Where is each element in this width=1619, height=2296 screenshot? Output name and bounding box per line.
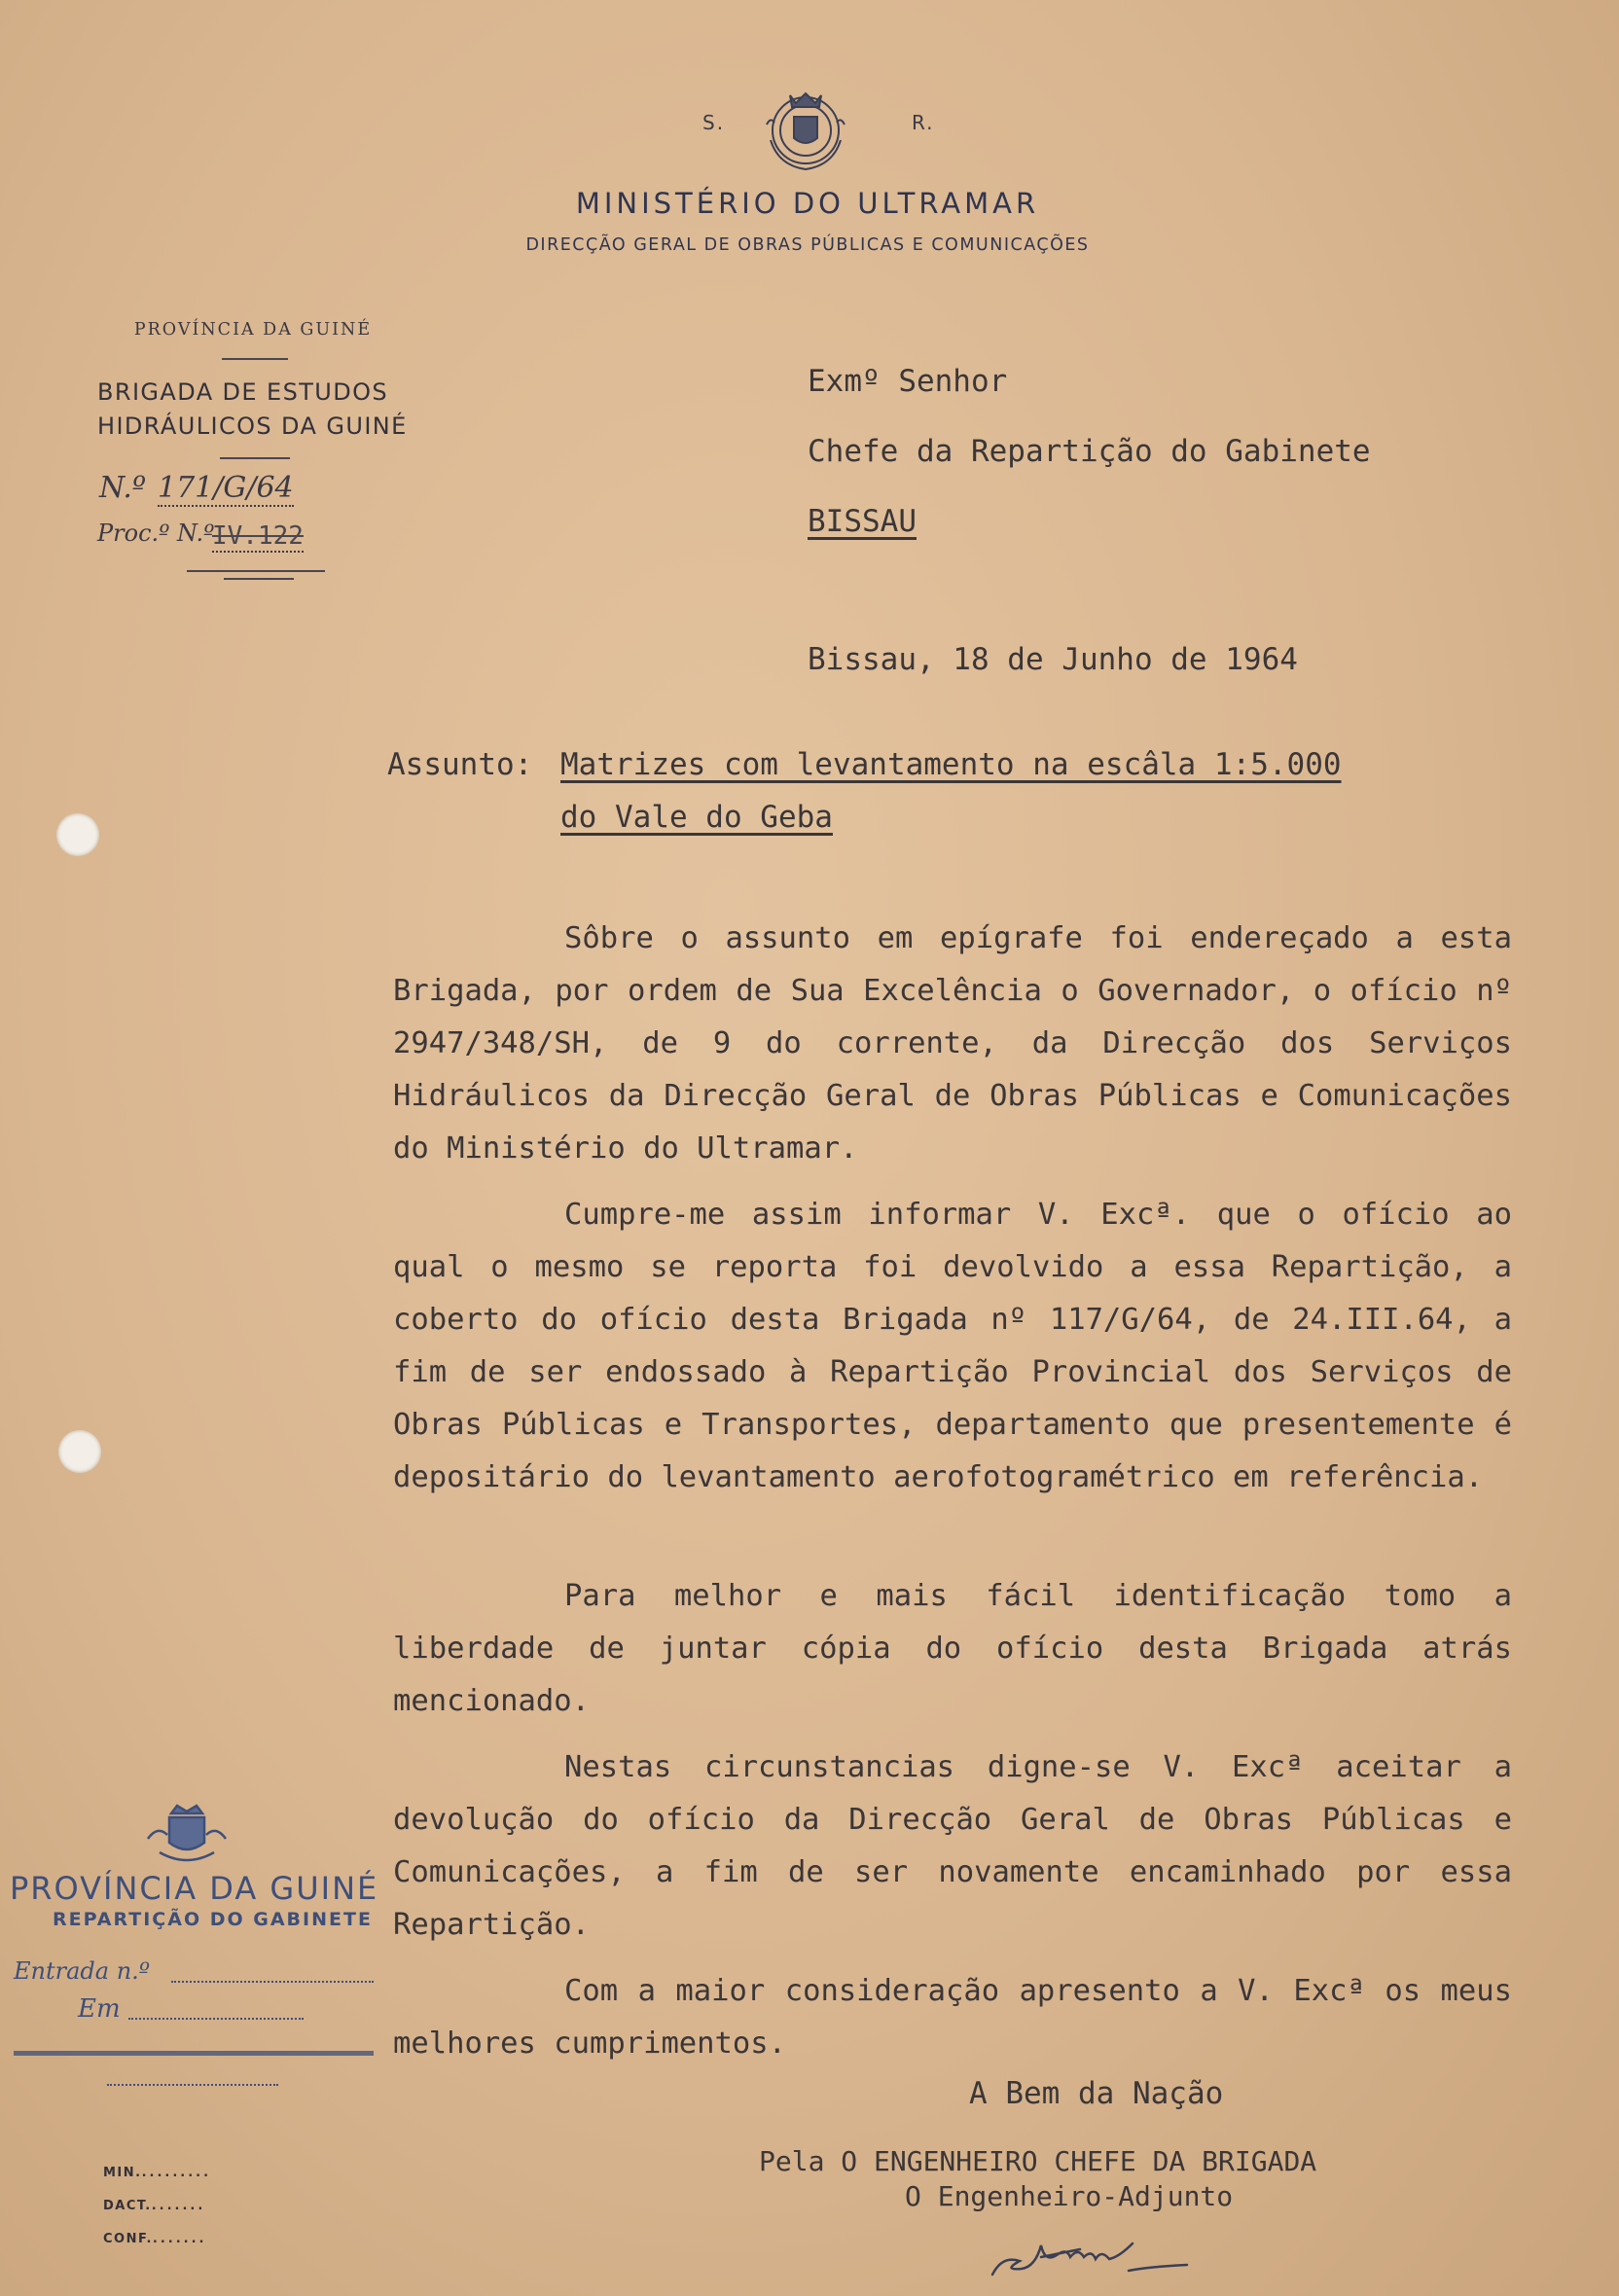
sr-left-label: S. [702, 111, 726, 134]
body-paragraph-4: Nestas circunstancias digne-se V. Excª aceitar a devolução do ofício da Direcção Geral de Obras Públicas e Comunicações, a fim de ser novamente encaminhado por essa Repartição. [393, 1750, 1512, 1942]
subject-label: Assunto: [387, 747, 533, 782]
stamp-dotted-rule [107, 2082, 278, 2086]
signature-line-1: Pela O ENGENHEIRO CHEFE DA BRIGADA [759, 2145, 1317, 2177]
footer-dact-label: DACT........ [103, 2199, 206, 2213]
divider [224, 578, 294, 580]
stamp-coat-of-arms-icon [142, 1800, 232, 1868]
closing-phrase: A Bem da Nação [969, 2076, 1224, 2111]
ref-number: 171/G/64 [158, 471, 294, 505]
stamp-province: PROVÍNCIA DA GUINÉ [10, 1870, 379, 1907]
proc-number-label: Proc.º N.º [97, 520, 215, 547]
addressee-salutation: Exmº Senhor [808, 364, 1008, 399]
divider [222, 358, 288, 360]
subject-line-2: do Vale do Geba [560, 800, 833, 835]
letter-date: Bissau, 18 de Junho de 1964 [808, 642, 1298, 677]
sr-right-label: R. [912, 111, 935, 134]
signature-line-2: O Engenheiro-Adjunto [905, 2180, 1234, 2212]
proc-number: IV.122 [212, 521, 304, 551]
handwritten-signature [983, 2228, 1226, 2286]
ministry-title: MINISTÉRIO DO ULTRAMAR [575, 187, 1040, 220]
direccao-subtitle: DIRECÇÃO GERAL DE OBRAS PÚBLICAS E COMUNICAÇÕES [525, 235, 1090, 255]
body-paragraph-1: Sôbre o assunto em epígrafe foi endereçado a esta Brigada, por ordem de Sua Excelência o Governador, o ofício nº 2947/348/SH, de 9 do corrente, da Direcção dos Serviços Hidráulicos da Direcção Geral de Obras Públicas e Comunicações do Ministério do Ultramar. [393, 921, 1512, 1166]
body-paragraph-5: Com a maior consideração apresento a V. Excª os meus melhores cumprimentos. [393, 1974, 1512, 2061]
body-paragraph-2: Cumpre-me assim informar V. Excª. que o ofício ao qual o mesmo se reporta foi devolvido a essa Repartição, a coberto do ofício desta Brigada nº 117/G/64, de 24.III.64, a fim de ser endossado à Repartição Provincial dos Serviços de Obras Públicas e Transportes, departamento que presentemente é depositário do levantamento aerofotogramétrico em referência. [393, 1198, 1512, 1494]
stamp-em-label: Em [78, 1994, 121, 2024]
ref-number-label: N.º [99, 471, 146, 505]
sender-province: PROVÍNCIA DA GUINÉ [133, 320, 373, 340]
footer-conf-label: CONF........ [103, 2232, 207, 2246]
footer-min-label: MIN.......... [103, 2166, 212, 2180]
stamp-entrada-label: Entrada n.º [14, 1957, 151, 1985]
sender-brigada [97, 376, 408, 444]
body-paragraph-3: Para melhor e mais fácil identificação tomo a liberdade de juntar cópia do ofício desta Brigada atrás mencionado. [393, 1579, 1512, 1718]
divider [220, 457, 290, 459]
brigada-line-2: HIDRÁULICOS DA GUINÉ [97, 413, 408, 440]
divider [187, 570, 325, 572]
brigada-line-1: BRIGADA DE ESTUDOS [97, 378, 389, 406]
stamp-rule [14, 2051, 374, 2056]
entrada-field [171, 1979, 374, 1983]
punch-hole [56, 813, 99, 856]
coat-of-arms-icon [757, 82, 854, 175]
em-field [128, 2016, 304, 2020]
addressee-city: BISSAU [808, 504, 917, 539]
subject-line-1: Matrizes com levantamento na escâla 1:5.000 [560, 747, 1342, 782]
punch-hole [58, 1430, 101, 1473]
stamp-department: REPARTIÇÃO DO GABINETE [53, 1909, 373, 1930]
addressee-title: Chefe da Repartição do Gabinete [808, 434, 1371, 469]
